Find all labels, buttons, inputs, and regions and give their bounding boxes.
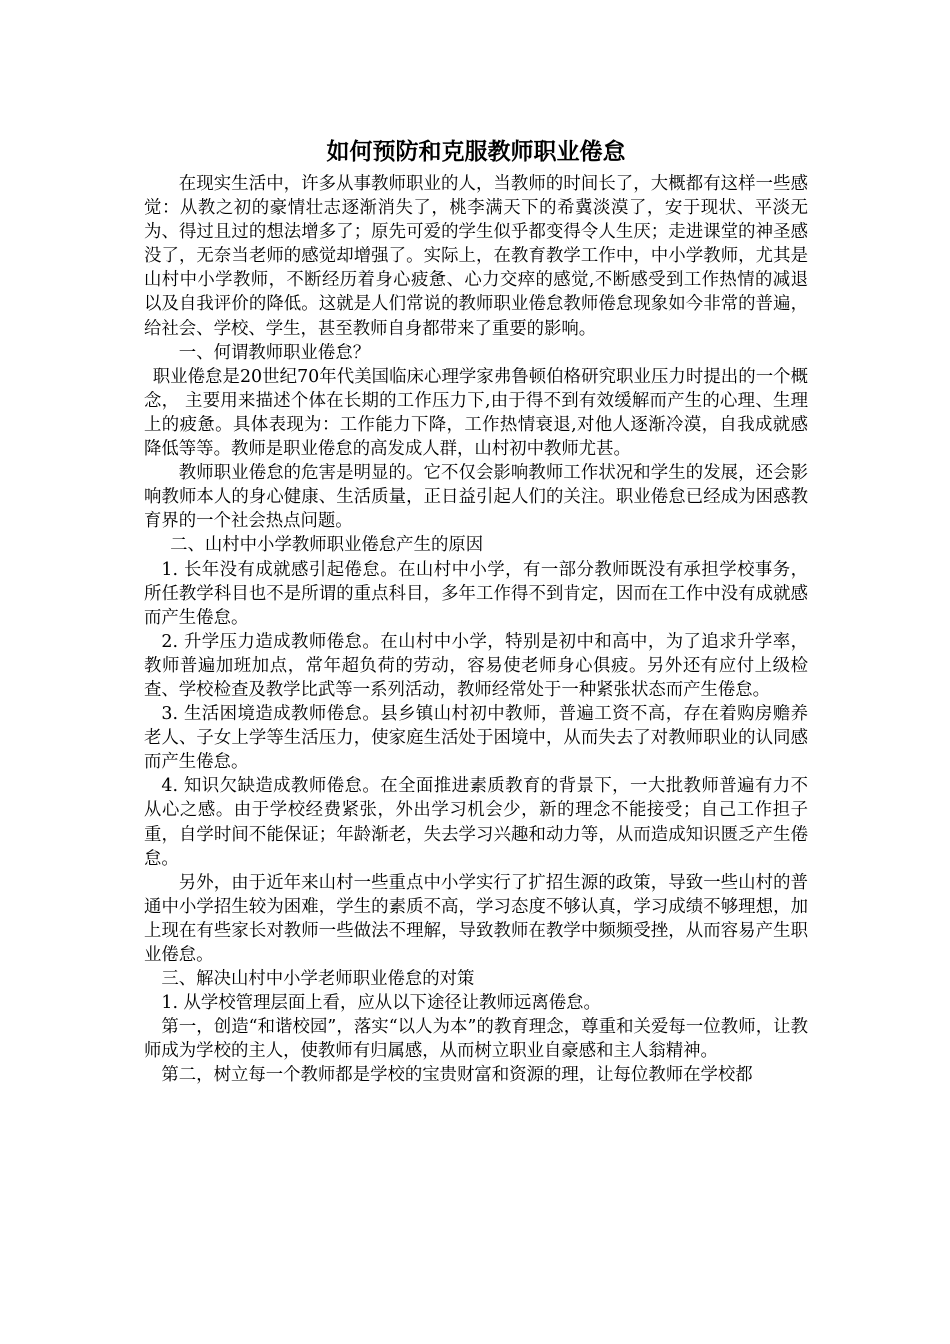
paragraph-harm: 教师职业倦怠的危害是明显的。它不仅会影响教师工作状况和学生的发展，还会影响教师本人的身心健康、生活质量，正日益引起人们的关注。职业倦怠已经成为困惑教育界的一个社会热点问题。 xyxy=(144,463,808,532)
document-title: 如何预防和克服教师职业倦怠 xyxy=(326,139,626,165)
cause-item-4: 4. 知识欠缺造成教师倦怠。在全面推进素质教育的背景下，一大批教师普遍有力不从心之感。由于学校经费紧张，外出学习机会少，新的理念不能接受；自己工作担子重，自学时间不能保证；年龄渐老，失去学习兴趣和动力等，从而造成知识匮乏产生倦怠。 xyxy=(144,776,808,869)
cause-item-1: 1. 长年没有成就感引起倦怠。在山村中小学，有一部分教师既没有承担学校事务，所任教学科目也不是所谓的重点科目，多年工作得不到肯定，因而在工作中没有成就感而产生倦怠。 xyxy=(144,559,808,628)
document-body xyxy=(144,132,808,1088)
section-heading-2: 二、山村中小学教师职业倦怠产生的原因 xyxy=(170,535,484,556)
paragraph-definition: 职业倦怠是20世纪70年代美国临床心理学家弗鲁顿伯格研究职业压力时提出的一个概念， 主要用来描述个体在长期的工作压力下,由于得不到有效缓解而产生的心理、生理上的疲惫。具体表现为：工作能力下降，工作热情衰退,对他人逐渐冷漠，自我成就感降低等等。教师是职业倦怠的高发成人群，山村初中教师尤甚。 xyxy=(144,366,808,460)
intro-paragraph: 在现实生活中，许多从事教师职业的人，当教师的时间长了，大概都有这样一些感觉：从教之初的豪情壮志逐渐消失了，桃李满天下的希冀淡漠了，安于现状、平淡无为、得过且过的想法增多了；原先可爱的学生似乎都变得令人生厌；走进课堂的神圣感没了，无奈当老师的感觉却增强了。实际上，在教育教学工作中，中小学教师，尤其是山村中小学教师，不断经历着身心疲惫、心力交瘁的感觉,不断感受到工作热情的减退以及自我评价的降低。这就是人们常说的教师职业倦怠教师倦怠现象如今非常的普遍，给社会、学校、学生，甚至教师自身都带来了重要的影响。 xyxy=(144,174,808,339)
solution-item-1: 1. 从学校管理层面上看，应从以下途径让教师远离倦怠。 xyxy=(161,993,601,1014)
solution-point-second: 第二，树立每一个教师都是学校的宝贵财富和资源的理，让每位教师在学校都 xyxy=(161,1065,753,1086)
section-heading-1: 一、何谓教师职业倦怠？ xyxy=(178,342,371,363)
cause-item-3: 3. 生活困境造成教师倦怠。县乡镇山村初中教师，普遍工资不高，存在着购房赡养老人、子女上学等生活压力，使家庭生活处于困境中，从而失去了对教师职业的认同感而产生倦怠。 xyxy=(144,704,808,773)
cause-item-2: 2. 升学压力造成教师倦怠。在山村中小学，特别是初中和高中，为了追求升学率，教师普遍加班加点，常年超负荷的劳动，容易使老师身心俱疲。另外还有应付上级检查、学校检查及教学比武等一系列活动，教师经常处于一种紧张状态而产生倦怠。 xyxy=(144,631,808,700)
paragraph-additional-cause: 另外，由于近年来山村一些重点中小学实行了扩招生源的政策，导致一些山村的普通中小学招生较为困难，学生的素质不高，学习态度不够认真，学习成绩不够理想，加上现在有些家长对教师一些做法不理解，导致教师在教学中频频受挫，从而容易产生职业倦怠。 xyxy=(144,872,808,965)
section-heading-3: 三、解决山村中小学老师职业倦怠的对策 xyxy=(161,969,475,990)
solution-point-first: 第一，创造“和谐校园”，落实“以人为本”的教育理念，尊重和关爱每一位教师，让教师成为学校的主人，使教师有归属感，从而树立职业自豪感和主人翁精神。 xyxy=(144,1017,808,1062)
